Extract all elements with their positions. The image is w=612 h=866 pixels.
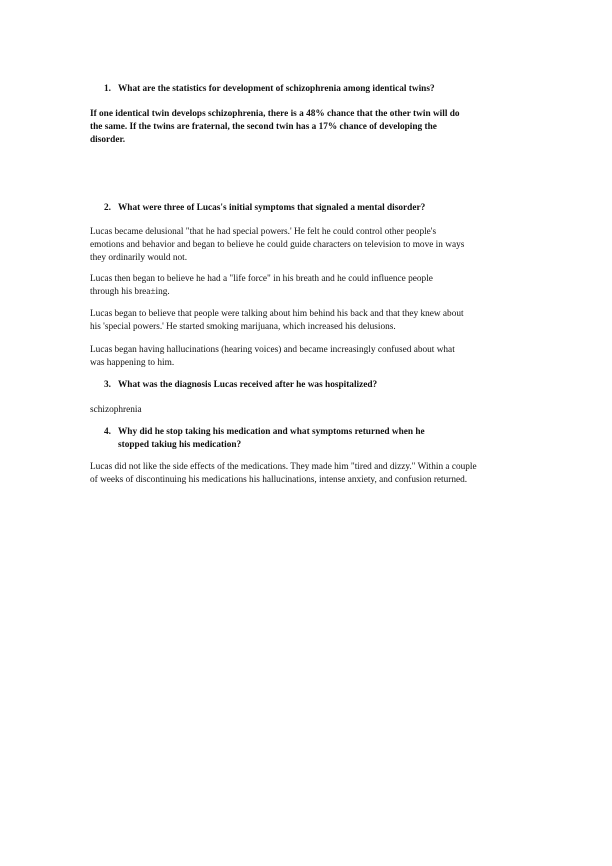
question-1	[104, 83, 484, 96]
answer-paragraph: Lucas did not like the side effects of the medications. They made him "tired and dizzy." Within a couple of weeks of discontinuing his medications his hallucinations, intense anxiety, and confusion returned.	[90, 462, 477, 485]
question-3	[104, 379, 484, 392]
question-text: What were three of Lucas's initial symptoms that signaled a mental disorder?	[118, 203, 426, 213]
question-number: 3.	[104, 380, 111, 390]
question-text: What was the diagnosis Lucas received after he was hospitalized?	[118, 380, 378, 390]
question-text: Why did he stop taking his medication and what symptoms returned when he stopped takiug his medication?	[118, 427, 425, 450]
question-2	[104, 202, 484, 215]
answer-paragraph: If one identical twin develops schizophrenia, there is a 48% chance that the other twin will do the same. If the twins are fraternal, the second twin has a 17% chance of developing the disorder.	[90, 109, 460, 145]
question-number: 4.	[104, 427, 111, 437]
question-text: What are the statistics for development of schizophrenia among identical twins?	[118, 84, 435, 94]
answer-paragraph: Lucas began having hallucinations (hearing voices) and became increasingly confused about what was happening to him.	[90, 345, 455, 368]
question-4	[104, 426, 454, 452]
answer-paragraph: Lucas became delusional "that he had special powers.' He felt he could control other people's emotions and behavior and began to believe he could guide characters on television to move in ways they ordinarily would not.	[90, 227, 465, 263]
answer-paragraph: schizophrenia	[90, 405, 142, 415]
question-number: 2.	[104, 203, 111, 213]
question-number: 1.	[104, 84, 111, 94]
answer-paragraph: Lucas then began to believe he had a "life force" in his breath and he could influence people through his brea±ing.	[90, 274, 433, 297]
answer-paragraph: Lucas began to believe that people were talking about him behind his back and that they knew about his 'special powers.' He started smoking marijuana, which increased his delusions.	[90, 309, 464, 332]
